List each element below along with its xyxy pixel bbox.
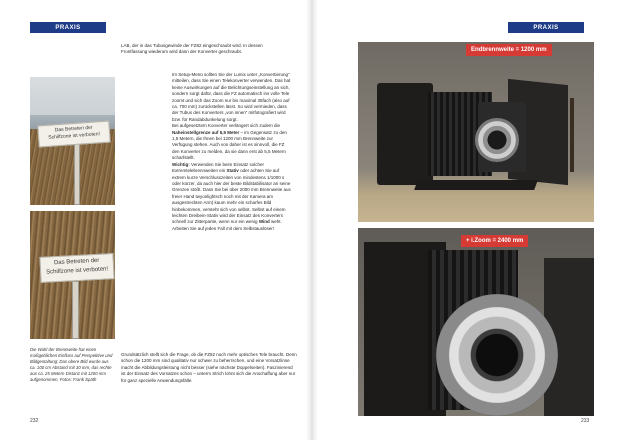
- photo-caption: Die Wahl der Brennweite hat einen maßgeblichen Einfluss auf Perspektive und Bildgestaltung: Das obere Bild wurde aus ca. 100 cm Abstand mit 30 mm, das rechte aus ca. 25 Metern Distanz mit 1200 mm aufgenommen. Fotos: Frank Späth: [30, 347, 113, 382]
- body-paragraph: Bei aufgesetztem Konverter verlängert sich zudem die Naheinstellgrenze auf 5,5 Meter – im Gegensatz zu den 1,5 Metern, die Ihnen bei 1200 mm Brennweite zur Verfügung stehen. Auch von daher ist es sinnvoll, die FZ den Konverter zu melden, da sie dann erst ab 5,5 Metern scharfstellt.: [172, 123, 287, 161]
- sign-text-line-2: Schilfzone ist verboten!: [48, 131, 101, 141]
- photo-reed-sign-tele: [30, 211, 115, 339]
- page-gutter: [306, 0, 318, 440]
- page-number-left: 232: [30, 418, 39, 424]
- bottom-text: Grundsätzlich stellt sich die Frage, ob die FZ82 noch mehr optisches Tele braucht. Denn schon die 1200 mm sind qualitativ nur schwer zu beherrschen, und eine Vorsatzlinse macht die Abbildungsleistung nicht besser (siehe nächste Doppelseiten). Faszinierend ist der Einsatz des Vorsatzes schon – unterm Strich lohnt sich die Anschaffung aber nur für ganz spezielle Anwendungsfälle.: [121, 352, 297, 383]
- sign-post: [74, 143, 80, 205]
- focal-length-badge: Endbrennweite = 1200 mm: [466, 44, 552, 56]
- section-tag-left: PRAXIS: [30, 22, 106, 33]
- sign-text-line-1: Das Betreten der: [53, 257, 100, 267]
- intro-text: LAB, der in das Tubusgewinde der FZ82 eingeschraubt wird. In dessen Frontfassung wiederum wird dann der Konverter geschraubt.: [121, 43, 263, 55]
- photo-folding-camera-1: [358, 42, 594, 222]
- photo-reed-sign-wide: [30, 77, 115, 205]
- bold-phrase: Naheinstellgrenze auf 5,5 Meter: [172, 129, 240, 135]
- body-paragraph: Im Setup-Menü sollten Sie der Lumix unter „Konvertierung“ mitteilen, dass Sie einen Telekonverter verwenden. Das hat keine Auswirkungen auf die Belichtungseinstellung an sich, sondern sorgt dafür, dass die FZ automatisch ins volle Tele zoomt und sich das Zoom nur bis maximal 35fach (also auf ca. 700 mm) zurückstellen lässt. So wird vermieden, dass der Tubus des Konverters „von innen“ mitfotografiert wird bzw. für Randabdunkelung sorgt.: [172, 72, 291, 122]
- bold-phrase: Wind: [258, 219, 270, 225]
- body-text-column: [172, 72, 292, 232]
- sign-text-line-1: Das Betreten der: [54, 124, 93, 134]
- zoom-badge: + i.Zoom = 2400 mm: [461, 235, 528, 247]
- sign-board: [39, 253, 114, 283]
- camera-lens: [475, 118, 519, 162]
- section-tag-right: PRAXIS: [508, 22, 584, 33]
- sign-post: [72, 281, 79, 339]
- camera-lens: [436, 294, 558, 416]
- body-paragraph: Wichtig: Verwenden Sie beim Einsatz solcher Extremtelebrennweiten ein Stativ oder achten Sie auf extrem kurze Verschlusszeiten von mindestens 1/1000 s oder kürzer, da auch hier der beste Bildstabilisator an seine Grenzen stößt. Dass Sie bei über 2000 mm Brennweite aus freier Hand twyonlightsch noch mit der Kamera am ausgestreckten Arm) kaum mehr ein scharfes Bild hinbekommen, versteht sich von selbst. Selbst auf einem leichten Dreibein-Stativ wird der Einsatz des Konverters schnell zur Zitterpartie, wenn nur ein wenig Wind weht. Arbeiten Sie auf jeden Fall mit dem Selbstauslöser!: [172, 161, 291, 231]
- photo-folding-camera-2: [358, 228, 594, 416]
- sign-text-line-2: Schilfzone ist verboten!: [46, 266, 109, 276]
- page-number-right: 233: [581, 418, 590, 424]
- bold-phrase: Wichtig:: [172, 161, 190, 167]
- bold-phrase: Stativ: [226, 168, 239, 174]
